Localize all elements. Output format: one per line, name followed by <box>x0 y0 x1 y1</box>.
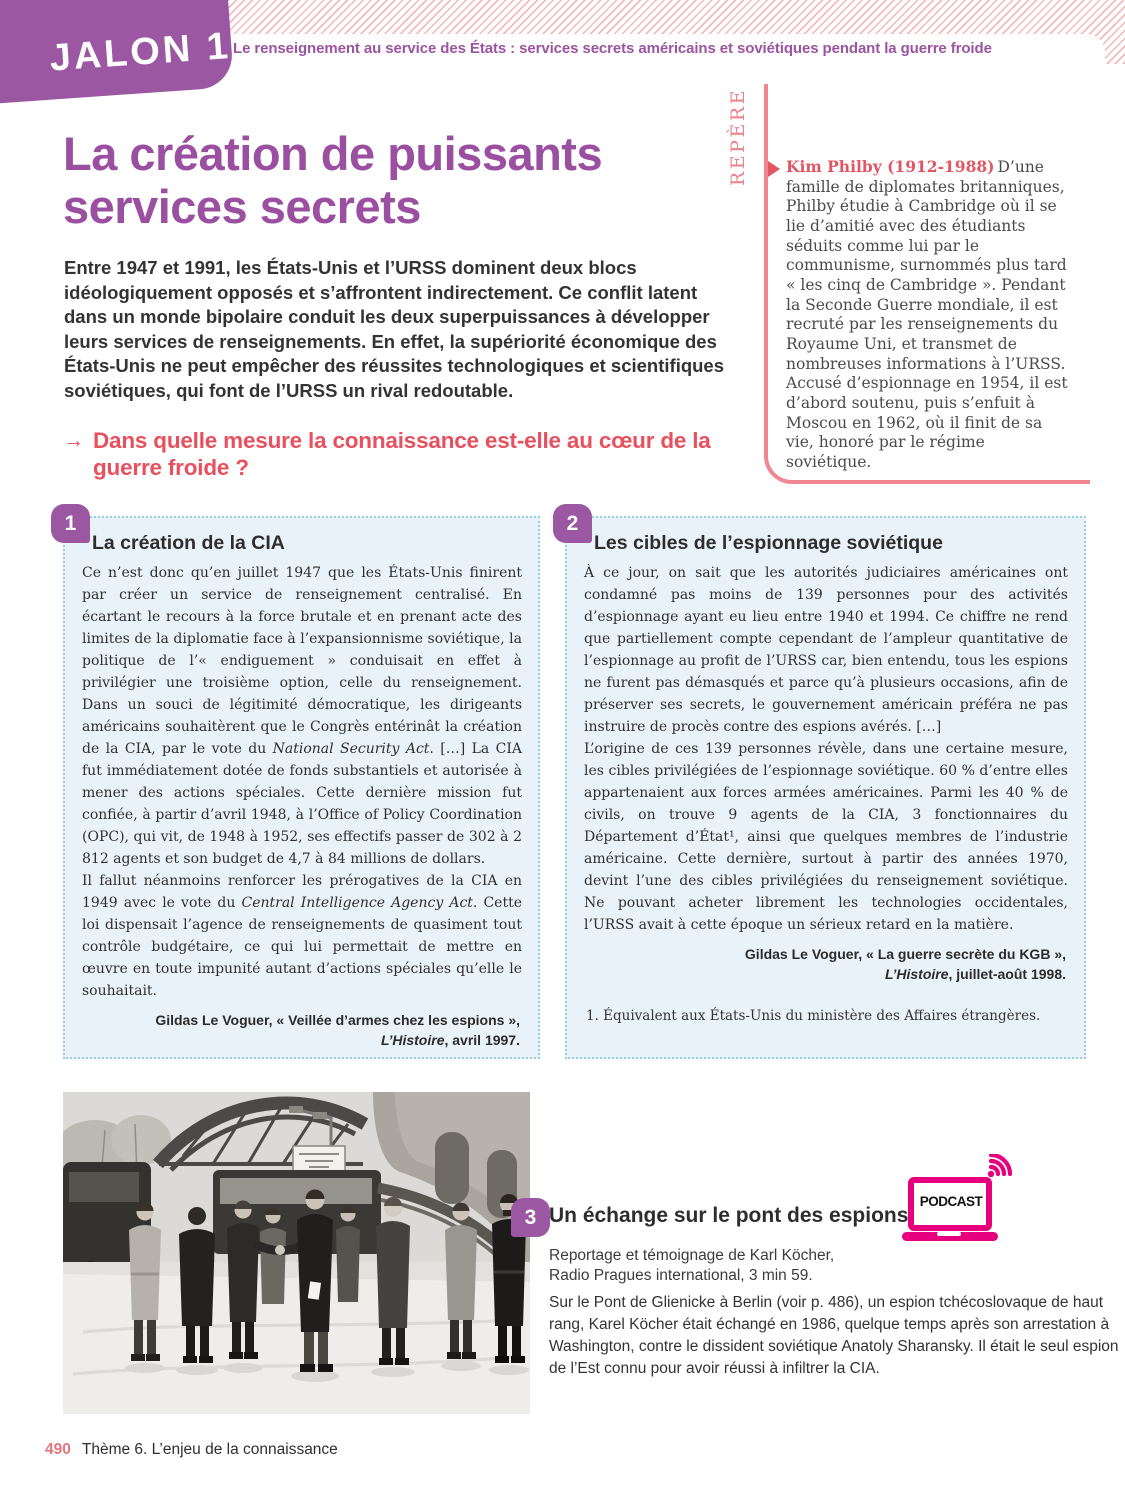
document-3-credit-line1: Reportage et témoignage de Karl Köcher, <box>549 1247 835 1264</box>
repere-body: D’une famille de diplomates britanniques, Philby étudie à Cambridge où il se lie d’amitié avec des étudiants séduits comme lui par le communisme, surnommés plus tard « les cinq de Cambridge ». Pendant la Seconde Guerre mondiale, il est recruté par les renseignements du Royaume Uni, et transmet de nombreuses informations à l’URSS. Accusé d’espionnage en 1954, il est d’abord soutenu, puis s’enfuit à Moscou en 1962, où il finit de sa vie, honoré par le régime soviétique. <box>786 158 1068 472</box>
document-1-source: Gildas Le Voguer, « Veillée d’armes chez les espions », L’Histoire, avril 1997. <box>155 1012 520 1048</box>
podcast-icon[interactable] <box>901 1154 1015 1248</box>
document-3-description: Sur le Pont de Glienicke à Berlin (voir p. 486), un espion tchécoslovaque de haut rang, Karel Köcher était échangé en 1986, quelque temps après son arrestation à Washington, contre le dissident soviétique Anatoly Sharansky. Il était le seul espion de l’Est connu pour avoir réussi à infiltrer la CIA. <box>549 1294 1119 1377</box>
document-2-footnote: 1. Équivalent aux États-Unis du ministère des Affaires étrangères. <box>586 1008 1041 1025</box>
document-1-number-badge: 1 <box>51 504 90 543</box>
repere-text <box>786 157 1069 473</box>
intro-paragraph: Entre 1947 et 1991, les États-Unis et l’URSS dominent deux blocs idéologiquement opposés et s’affrontent indirectement. Ce conflit latent dans un monde bipolaire conduit les deux superpuissances à développer leurs services de renseignements. En effet, la supériorité économique des États-Unis ne peut empêcher des réussites technologiques et scientifiques soviétiques, qui font de l’URSS un rival redoutable. <box>64 257 725 401</box>
document-3-number-badge: 3 <box>511 1198 550 1237</box>
document-2-paragraph-1: À ce jour, on sait que les autorités judiciaires américaines ont condamné pas moins de 139 personnes pour des activités d’espionnage ayant eu lieu entre 1940 et 1994. Ce chiffre ne rend que partiellement compte cependant de l’ampleur quantitative de l’espionnage au profit de l’URSS car, bien entendu, tous les espions ne furent pas démasqués et parce qu’à plusieurs occasions, afin de préserver ses secrets, le gouvernement américain préféra ne pas instruire de procès contre des espions avérés. […] <box>584 565 1068 735</box>
podcast-label: PODCAST <box>919 1194 983 1209</box>
document-1-paragraph-2: Il fallut néanmoins renforcer les prérogatives de la CIA en 1949 avec le vote du Central Intelligence Agency Act. Cette loi dispensait l’agence de renseignements de quasiment tout contrôle budgétaire, ce qui lui permettait de mettre en œuvre en toute impunité autant d’actions spéciales qu’elle le souhaitait. <box>82 873 522 999</box>
page-number: 490 <box>45 1441 71 1458</box>
footer-theme: Thème 6. L’enjeu de la connaissance <box>81 1441 338 1458</box>
jalon-label: JALON 1 <box>48 25 233 80</box>
document-3-credit-line2: Radio Pragues international, 3 min 59. <box>549 1267 813 1285</box>
document-2-box <box>565 511 1086 1059</box>
page-title: La création de puissants services secrets <box>63 127 603 233</box>
repere-term: Kim Philby (1912-1988) <box>786 157 995 176</box>
document-1-box <box>63 511 540 1059</box>
key-question-text: Dans quelle mesure la connaissance est-elle au cœur de la guerre froide ? <box>93 428 711 481</box>
document-2-paragraph-2: L’origine de ces 139 personnes révèle, dans une certaine mesure, les cibles privilégiées de l’espionnage soviétique. 60 % d’entre elles appartenaient aux forces armées américaines. Parmi les 40 % de civils, on trouve 9 agents de la CIA, 3 fonctionnaires du Département d’État¹, ainsi que quelques membres de l’industrie américaine. Cette dernière, surtout à partir des années 1970, devint l’une des cibles privilégiées du renseignement soviétique. Ne pouvant acheter librement les technologies occidentales, l’URSS avait à cette époque un sérieux retard en la matière. <box>584 741 1068 933</box>
document-1-title: La création de la CIA <box>92 532 285 554</box>
arrow-icon: → <box>63 429 84 452</box>
document-2-title: Les cibles de l’espionnage soviétique <box>594 532 943 554</box>
page-footer <box>45 1441 338 1459</box>
key-question <box>63 427 753 482</box>
document-1-paragraph-1: Ce n’est donc qu’en juillet 1947 que les États-Unis finirent par créer un service de renseignement centralisé. En écartant le recours à la force brutale et en prenant acte des limites de la diplomatie face à l’expansionnisme soviétique, la politique de l’« endiguement » conduisait en effet à privilégier une troisième option, celle du renseignement. Dans un souci de légitimité démocratique, les dirigeants américains souhaitèrent que le Congrès entérinât la création de la CIA, par le vote du National Security Act. […] La CIA fut immédiatement dotée de fonds substantiels et autorisée à mener des actions spéciales. Cette dernière mission fut confiée, à partir d’avril 1948, à l’Office of Policy Coordination (OPC), qui vit, de 1948 à 1952, ses effectifs passer de 302 à 2 812 agents et son budget de 4,7 à 84 millions de dollars. <box>82 565 522 867</box>
spy-exchange-photo <box>63 1092 530 1414</box>
document-3-credit <box>549 1246 834 1287</box>
jalon-badge <box>0 0 234 105</box>
document-3-title: Un échange sur le pont des espions <box>549 1204 909 1227</box>
chapter-subtitle: Le renseignement au service des États : services secrets américains et soviétiques pendant la guerre froide <box>233 40 992 57</box>
document-2-source: Gildas Le Voguer, « La guerre secrète du KGB », L’Histoire, juillet-août 1998. <box>744 946 1066 982</box>
spy-exchange-photo-illustration <box>63 1092 530 1414</box>
document-2-number-badge: 2 <box>553 504 592 543</box>
header-strip <box>206 34 1105 66</box>
repere-arrow-marker <box>768 161 780 177</box>
repere-label: REPÈRE <box>727 87 749 186</box>
